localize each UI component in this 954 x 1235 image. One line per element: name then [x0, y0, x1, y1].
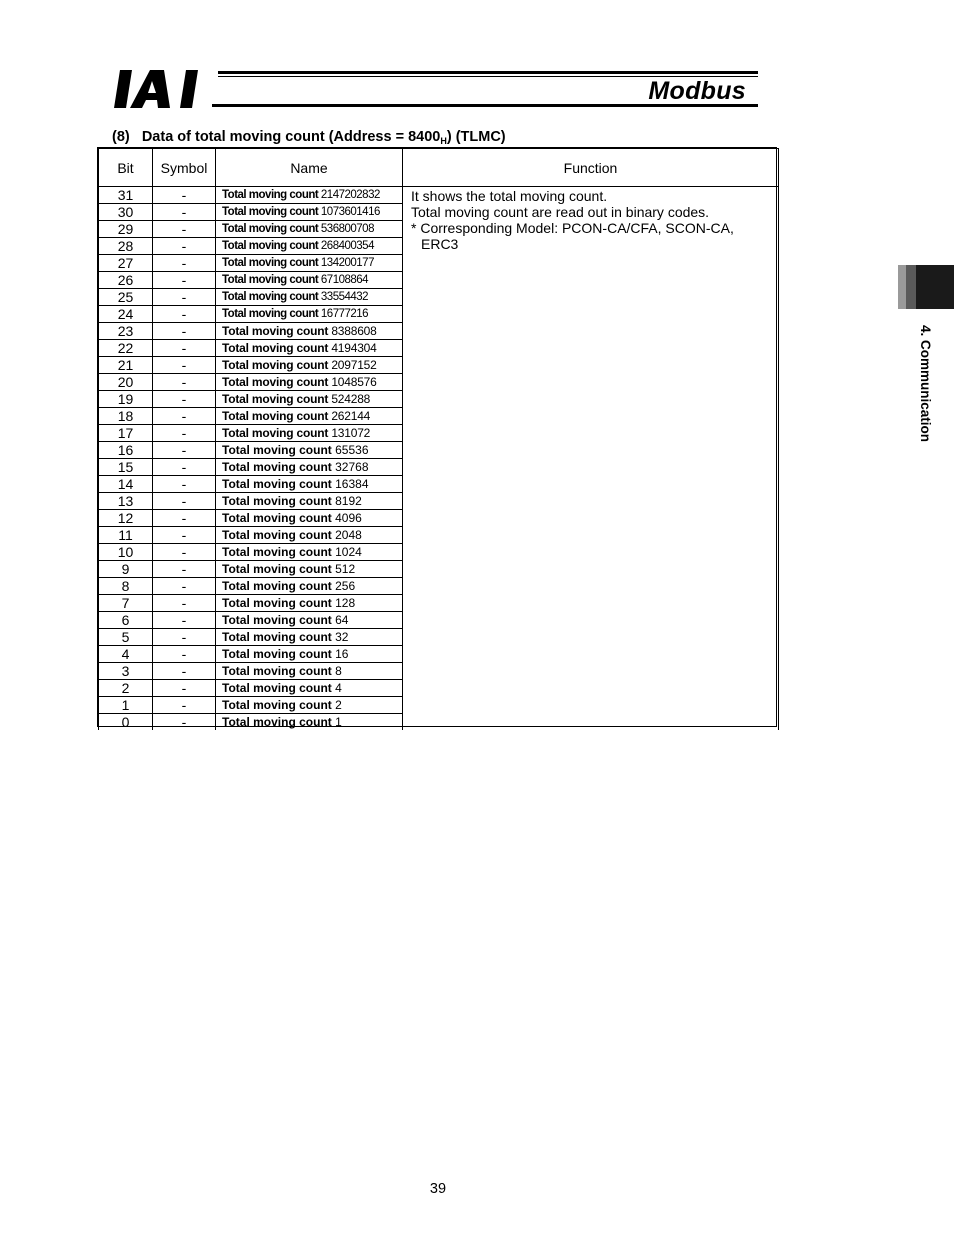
name-cell: [216, 442, 403, 459]
name-cell: [216, 527, 403, 544]
name-value: 131072: [331, 426, 371, 440]
name-label: Total moving count: [222, 494, 332, 508]
name-value: 256: [335, 579, 356, 593]
header-bit: Bit: [99, 149, 153, 187]
section-title-text: Data of total moving count (Address = 8400: [141, 129, 441, 145]
bit-cell: 11: [99, 527, 153, 544]
bit-cell: 25: [99, 289, 153, 306]
page-number: 39: [429, 1181, 447, 1197]
name-cell: [216, 629, 403, 646]
bit-cell: 14: [99, 476, 153, 493]
bit-cell: 2: [99, 680, 153, 697]
name-cell: [216, 272, 403, 289]
name-value: 8388608: [331, 324, 377, 338]
name-label: Total moving count: [222, 579, 332, 593]
bit-cell: 17: [99, 425, 153, 442]
name-cell: [216, 306, 403, 323]
name-value: 16777216: [320, 308, 369, 320]
name-value: 16384: [335, 477, 369, 491]
name-cell: [216, 561, 403, 578]
name-value: 2: [335, 698, 342, 712]
chapter-tab-block: [916, 265, 954, 309]
bit-cell: 18: [99, 408, 153, 425]
section-title-subscript: H: [440, 136, 447, 146]
name-cell: [216, 680, 403, 697]
name-label: Total moving count: [222, 409, 329, 423]
name-label: Total moving count: [222, 443, 332, 457]
name-value: 524288: [331, 392, 371, 406]
name-cell: [216, 238, 403, 255]
bit-cell: 26: [99, 272, 153, 289]
name-value: 128: [335, 596, 356, 610]
symbol-cell: -: [153, 595, 216, 612]
table-body: [99, 187, 779, 731]
name-cell: [216, 289, 403, 306]
name-cell: [216, 476, 403, 493]
name-cell: [216, 204, 403, 221]
symbol-cell: -: [153, 578, 216, 595]
name-cell: [216, 697, 403, 714]
name-value: 16: [335, 647, 349, 661]
name-cell: [216, 221, 403, 238]
name-value: 134200177: [320, 257, 374, 269]
symbol-cell: -: [153, 374, 216, 391]
name-value: 262144: [331, 409, 371, 423]
bit-cell: 12: [99, 510, 153, 527]
name-label: Total moving count: [222, 630, 332, 644]
name-label: Total moving count: [222, 511, 332, 525]
bit-cell: 28: [99, 238, 153, 255]
bit-cell: 10: [99, 544, 153, 561]
name-value: 8192: [335, 494, 362, 508]
symbol-cell: -: [153, 442, 216, 459]
section-number: (8): [112, 129, 130, 145]
bit-cell: 13: [99, 493, 153, 510]
bit-cell: 4: [99, 646, 153, 663]
symbol-cell: -: [153, 187, 216, 204]
bit-cell: 9: [99, 561, 153, 578]
bit-cell: 5: [99, 629, 153, 646]
symbol-cell: -: [153, 646, 216, 663]
name-value: 4: [335, 681, 342, 695]
name-value: 1048576: [331, 375, 377, 389]
name-label: Total moving count: [222, 223, 319, 235]
symbol-cell: -: [153, 714, 216, 731]
symbol-cell: -: [153, 612, 216, 629]
bit-cell: 22: [99, 340, 153, 357]
symbol-cell: -: [153, 289, 216, 306]
bit-definition-table: [98, 148, 779, 730]
name-label: Total moving count: [222, 698, 332, 712]
name-label: Total moving count: [222, 189, 319, 201]
symbol-cell: -: [153, 663, 216, 680]
name-cell: [216, 374, 403, 391]
header-title: Modbus: [648, 77, 746, 105]
name-cell: [216, 340, 403, 357]
section-title: [112, 129, 506, 146]
symbol-cell: -: [153, 221, 216, 238]
name-value: 67108864: [320, 274, 369, 286]
symbol-cell: -: [153, 459, 216, 476]
symbol-cell: -: [153, 544, 216, 561]
name-value: 1073601416: [320, 206, 380, 218]
name-value: 2048: [335, 528, 362, 542]
name-label: Total moving count: [222, 460, 332, 474]
symbol-cell: -: [153, 323, 216, 340]
name-value: 64: [335, 613, 349, 627]
symbol-cell: -: [153, 629, 216, 646]
name-value: 4194304: [331, 341, 377, 355]
name-label: Total moving count: [222, 324, 329, 338]
symbol-cell: -: [153, 357, 216, 374]
name-cell: [216, 459, 403, 476]
name-label: Total moving count: [222, 257, 319, 269]
name-label: Total moving count: [222, 206, 319, 218]
name-cell: [216, 510, 403, 527]
chapter-tab: [898, 265, 954, 309]
name-value: 8: [335, 664, 342, 678]
name-label: Total moving count: [222, 681, 332, 695]
name-value: 2147202832: [320, 189, 380, 201]
bit-cell: 20: [99, 374, 153, 391]
name-label: Total moving count: [222, 392, 329, 406]
section-title-suffix: ) (TLMC): [446, 129, 506, 145]
bit-cell: 6: [99, 612, 153, 629]
name-label: Total moving count: [222, 240, 319, 252]
bit-cell: 3: [99, 663, 153, 680]
name-cell: [216, 646, 403, 663]
name-label: Total moving count: [222, 291, 319, 303]
header-function: Function: [403, 149, 779, 187]
bit-cell: 30: [99, 204, 153, 221]
name-value: 2097152: [331, 358, 377, 372]
name-cell: [216, 357, 403, 374]
function-line: * Corresponding Model: PCON-CA/CFA, SCON-CA,: [411, 220, 734, 236]
name-label: Total moving count: [222, 664, 332, 678]
name-value: 1024: [335, 545, 362, 559]
symbol-cell: -: [153, 391, 216, 408]
table-header-row: [99, 149, 779, 187]
symbol-cell: -: [153, 697, 216, 714]
bit-cell: 16: [99, 442, 153, 459]
name-value: 32768: [335, 460, 369, 474]
name-cell: [216, 612, 403, 629]
name-label: Total moving count: [222, 341, 329, 355]
name-value: 65536: [335, 443, 369, 457]
name-value: 536800708: [320, 223, 374, 235]
table-row: [99, 187, 779, 204]
bit-cell: 19: [99, 391, 153, 408]
symbol-cell: -: [153, 561, 216, 578]
symbol-cell: -: [153, 204, 216, 221]
name-label: Total moving count: [222, 358, 329, 372]
symbol-cell: -: [153, 493, 216, 510]
name-cell: [216, 408, 403, 425]
name-cell: [216, 391, 403, 408]
name-cell: [216, 493, 403, 510]
name-value: 512: [335, 562, 356, 576]
name-value: 33554432: [320, 291, 369, 303]
name-value: 268400354: [320, 240, 374, 252]
bit-cell: 21: [99, 357, 153, 374]
name-label: Total moving count: [222, 562, 332, 576]
name-cell: [216, 595, 403, 612]
symbol-cell: -: [153, 425, 216, 442]
name-label: Total moving count: [222, 308, 319, 320]
bit-cell: 0: [99, 714, 153, 731]
name-label: Total moving count: [222, 426, 329, 440]
name-label: Total moving count: [222, 596, 332, 610]
symbol-cell: -: [153, 272, 216, 289]
bit-cell: 7: [99, 595, 153, 612]
name-cell: [216, 663, 403, 680]
header-symbol: Symbol: [153, 149, 216, 187]
iai-logo: [112, 68, 212, 110]
name-label: Total moving count: [222, 647, 332, 661]
name-label: Total moving count: [222, 477, 332, 491]
symbol-cell: -: [153, 340, 216, 357]
bit-cell: 23: [99, 323, 153, 340]
symbol-cell: -: [153, 680, 216, 697]
header-rule-top: [218, 71, 758, 74]
name-label: Total moving count: [222, 274, 319, 286]
symbol-cell: -: [153, 306, 216, 323]
symbol-cell: -: [153, 255, 216, 272]
symbol-cell: -: [153, 510, 216, 527]
name-cell: [216, 255, 403, 272]
function-line: Total moving count are read out in binary codes.: [411, 204, 710, 220]
chapter-tab-stripe-light: [898, 265, 906, 309]
name-cell: [216, 323, 403, 340]
function-line: It shows the total moving count.: [411, 188, 608, 204]
name-label: Total moving count: [222, 375, 329, 389]
name-label: Total moving count: [222, 715, 332, 729]
name-cell: [216, 578, 403, 595]
bit-cell: 24: [99, 306, 153, 323]
header-name: Name: [216, 149, 403, 187]
bit-cell: 27: [99, 255, 153, 272]
name-label: Total moving count: [222, 545, 332, 559]
symbol-cell: -: [153, 408, 216, 425]
name-value: 32: [335, 630, 349, 644]
bit-cell: 1: [99, 697, 153, 714]
name-cell: [216, 544, 403, 561]
bit-cell: 15: [99, 459, 153, 476]
function-cell: [403, 187, 779, 731]
chapter-label: 4. Communication: [918, 325, 933, 443]
function-line: ERC3: [421, 236, 459, 252]
name-label: Total moving count: [222, 613, 332, 627]
name-label: Total moving count: [222, 528, 332, 542]
name-value: 1: [335, 715, 342, 729]
chapter-tab-stripe-mid: [906, 265, 916, 309]
bit-cell: 8: [99, 578, 153, 595]
name-cell: [216, 425, 403, 442]
symbol-cell: -: [153, 238, 216, 255]
name-value: 4096: [335, 511, 362, 525]
bit-cell: 29: [99, 221, 153, 238]
name-cell: [216, 714, 403, 731]
symbol-cell: -: [153, 476, 216, 493]
symbol-cell: -: [153, 527, 216, 544]
bit-cell: 31: [99, 187, 153, 204]
name-cell: [216, 187, 403, 204]
